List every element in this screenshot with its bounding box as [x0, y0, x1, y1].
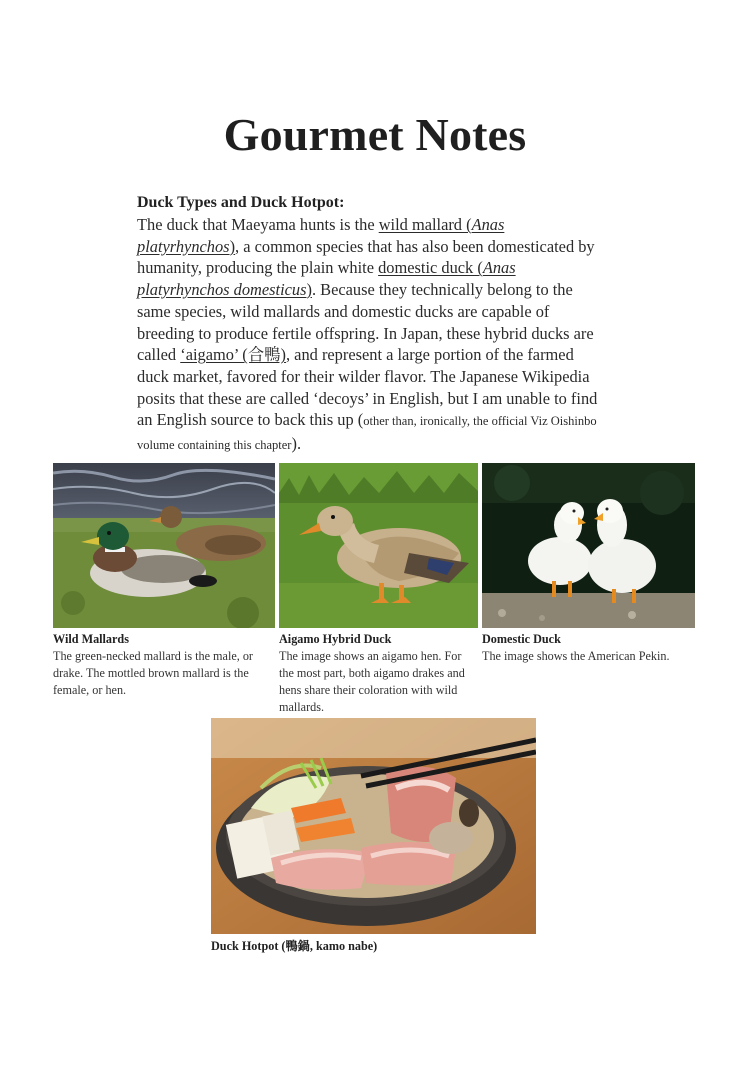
body-text-5: ). [291, 434, 302, 454]
caption-title: Domestic Duck [482, 632, 561, 646]
wild-mallards-photo [53, 463, 275, 628]
section-heading: Duck Types and Duck Hotpot: [137, 194, 345, 211]
body-text-1: The duck that Maeyama hunts is the [137, 215, 379, 234]
article-body [137, 214, 607, 457]
domestic-duck-link[interactable]: domestic duck (Anas platyrhynchos domesticus) [137, 258, 516, 300]
hotpot-caption: Duck Hotpot (鴨鍋, kamo nabe) [211, 939, 378, 953]
body-text-small: other than, ironically, the official Viz Oishinbo volume containing this chapter [137, 414, 597, 453]
body-text-4: , and represent a large portion of the farmed duck market, favored for their wilder flavor. The Japanese Wikipedia posits that these are called ‘decoys’ in English, but I am unable to find an English source to back this up ( [137, 345, 598, 430]
caption-text: The image shows an aigamo hen. For the most part, both aigamo drakes and hens share their coloration with wild mallards. [279, 649, 465, 714]
duck-hotpot-photo [211, 718, 536, 934]
aigamo-link[interactable]: ‘aigamo’ (合鴨) [180, 345, 286, 365]
caption-text: The image shows the American Pekin. [482, 649, 670, 663]
aigamo-photo [279, 463, 478, 628]
caption-title: Aigamo Hybrid Duck [279, 632, 392, 646]
caption-title: Wild Mallards [53, 632, 129, 646]
aigamo-caption [279, 631, 469, 716]
domestic-duck-caption [482, 631, 695, 665]
page-title: Gourmet Notes [223, 109, 527, 160]
wild-mallard-link[interactable]: wild mallard (Anas platyrhynchos) [137, 215, 505, 256]
caption-text: The green-necked mallard is the male, or drake. The mottled brown mallard is the female, or hen. [53, 649, 253, 697]
domestic-duck-photo [482, 463, 695, 628]
body-text-3: . Because they technically belong to the same species, wild mallards and domestic ducks are capable of breeding to produce fertile offspring. In Japan, these hybrid ducks are called [137, 280, 594, 365]
article-section [137, 192, 607, 457]
wild-mallards-caption [53, 631, 275, 699]
body-text-2: , a common species that has also been domesticated by humanity, producing the plain white [137, 236, 595, 278]
